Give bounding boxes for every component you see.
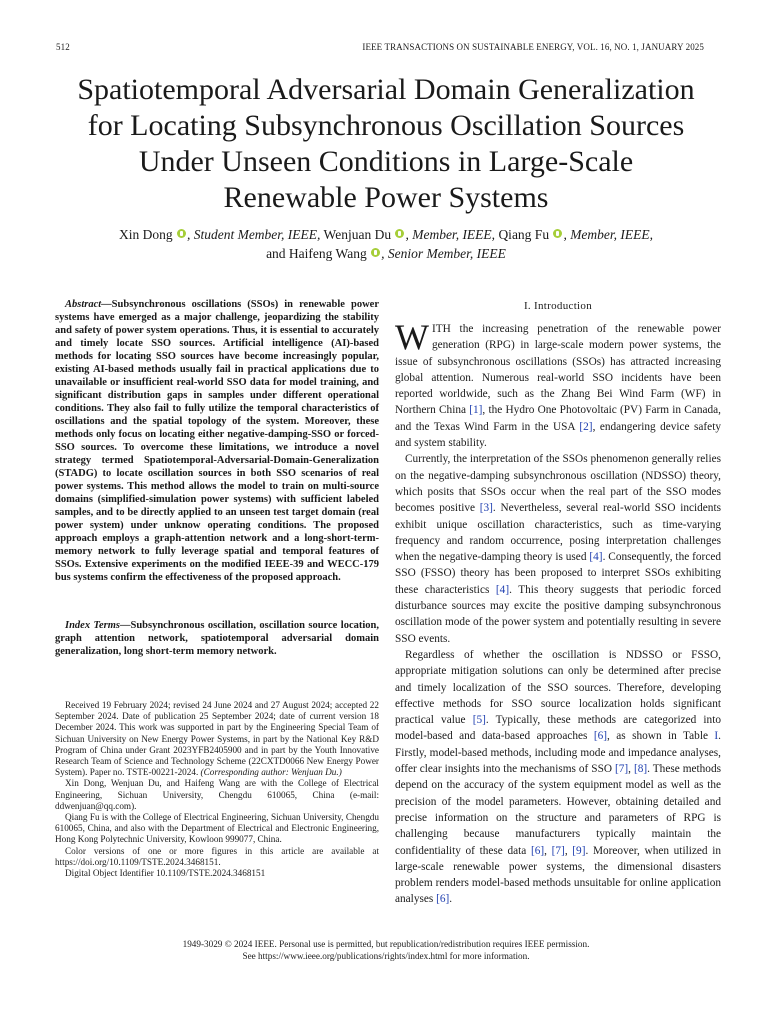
abstract-text: —Subsynchronous oscillations (SSOs) in renewable power systems have emerged as a major challenge, jeopardizing the stability and safety of power system operations. Thus, it is essential to accurately and timely locate SSO sources. Artificial intelligence (AI)-based methods for locating SSO sources have become increasingly popular, existing AI-based methods usually fail in practical applications due to unavailable or insufficient real-world SSO data for model training, and significant distribution gaps in samples under different operational conditions. They also fail to fully utilize the temporal characteristics of oscillations and the spatial topology of the system. Moreover, these methods only focus on locating either negative-damping-SSO or forced-SSO sources. To overcome these limitations, we introduce a novel strategy termed Spatiotemporal-Adversarial-Domain-Generalization (STADG) to locate oscillation sources in both SSO scenarios of real power systems. This method allows the model to train on multi-source domains (simplified-simulation power systems) with sufficient labeled samples, and to be directly applied to an unseen test target domain (real power system) under unknow operating conditions. The proposed approach employs a graph-attention network and a long-short-term-memory network to fully leverage spatial and temporal features of SSOs. Extensive experiments on the modified IEEE-39 and WECC-179 bus systems confirm the effectiveness of the proposed approach. (55, 299, 379, 583)
citation-link[interactable]: [5] (472, 714, 486, 727)
introduction-body (395, 317, 721, 908)
citation-link[interactable]: [3] (479, 502, 493, 515)
copyright-footer (60, 939, 712, 962)
corresponding-author: (Corresponding author: Wenjuan Du.) (200, 767, 342, 778)
footnote-affiliation: Qiang Fu is with the College of Electrical Engineering, Sichuan University, Chengdu 610065, China, and also with the Department of Electrical and Electronic Engineering, Hong Kong Polytechnic University, Kowloon 999077, China. (55, 812, 379, 845)
footnote-affiliation: Xin Dong, Wenjuan Du, and Haifeng Wang are with the College of Electrical Engineering, Sichuan University, Chengdu 610065, China (e-mail: ddwenjuan@qq.com). (55, 778, 379, 811)
abstract-paragraph (55, 298, 379, 584)
body-text: . Moreover, when utilized in large-scale renewable power systems, the dimensional disasters problem renders model-based methods unsuitable for online application analyses (395, 844, 721, 906)
citation-link[interactable]: [6] (436, 893, 450, 906)
body-text: . (449, 893, 453, 906)
index-terms-text: —Subsynchronous oscillation, oscillation source location, graph attention network, spatiotemporal adversarial domain generalization, long short-term memory network. (55, 620, 379, 657)
body-paragraph (395, 647, 721, 908)
body-text: , (564, 844, 573, 857)
citation-link[interactable]: [6] (530, 844, 545, 857)
author-name: Qiang Fu (495, 227, 550, 242)
body-text: , (544, 844, 552, 857)
paper-title (40, 72, 732, 216)
author-membership: , Member, IEEE, (405, 227, 496, 242)
author-name: Wenjuan Du (320, 227, 392, 242)
citation-link[interactable]: [4] (589, 551, 603, 564)
author-membership: , Student Member, IEEE, (186, 227, 321, 242)
title-line: Renewable Power Systems (223, 181, 549, 214)
footnote-received (55, 700, 379, 778)
body-text: . Typically, these methods are categorized into model-based and data-based approaches (395, 714, 721, 743)
abstract (55, 298, 379, 584)
citation-link[interactable]: [7] (614, 763, 629, 776)
author-line (60, 244, 712, 263)
citation-link[interactable]: [9] (572, 844, 586, 857)
orcid-icon[interactable] (371, 248, 380, 257)
footnotes (55, 700, 379, 879)
citation-link[interactable]: [4] (495, 583, 510, 596)
author-name: Xin Dong (118, 227, 173, 242)
drop-cap: W (395, 317, 429, 357)
citation-link[interactable]: [6] (593, 730, 608, 743)
body-text: . This theory suggests that periodic forced disturbance sources may excite the positive damping subsynchronous oscillation mode of the power system and potentially resulting in severe SSO events. (395, 583, 721, 645)
body-text: , as shown in Table (607, 730, 715, 743)
author-membership: , Member, IEEE, (563, 227, 654, 242)
index-terms-lead: Index Terms (65, 620, 120, 631)
index-terms-paragraph (55, 619, 379, 658)
footnote-color-note: Color versions of one or more figures in this article are available at https://doi.org/10.1109/TSTE.2024.3468151. (55, 845, 379, 867)
footnote-doi: Digital Object Identifier 10.1109/TSTE.2024.3468151 (65, 868, 266, 879)
author-list (60, 225, 712, 263)
author-membership: , Senior Member, IEEE (381, 246, 506, 261)
abstract-lead: Abstract (65, 299, 102, 310)
section-heading: I. Introduction (523, 300, 593, 312)
citation-link[interactable]: [1] (469, 404, 483, 417)
body-text: . These methods depend on the accuracy of the system equipment model as well as the precision of the model parameters. However, obtaining detailed and precise information on the structure and parameters of RPG is challenging because manufacturers typically maintain the confidentiality of these data (395, 763, 721, 857)
author-name: and Haifeng Wang (266, 246, 367, 261)
copyright-line: 1949-3029 © 2024 IEEE. Personal use is permitted, but republication/redistribution requires IEEE permission. (182, 939, 590, 949)
orcid-icon[interactable] (177, 229, 186, 238)
body-text: . Firstly, model-based methods, including mode and impedance analyses, offer clear insights into the mechanisms of SSO (395, 730, 721, 776)
page-number: 512 (56, 42, 70, 52)
footnote-received-text: Received 19 February 2024; revised 24 June 2024 and 27 August 2024; accepted 22 September 2024. Date of publication 25 September 2024; date of current version 18 December 2024. This work was supported in part by the Engineering Special Team of Sichuan University on New Energy Power Systems, in part by the National Key R&D Program of China under Grant 2023YFB2405900 and in part by the Youth Innovative Research Team of Science and Technology Scheme (22CXTD0066 New Energy Power System). Paper no. TSTE-00221-2024. (55, 700, 379, 778)
body-text: , the Hydro One Photovoltaic (PV) Farm in Canada, and the Texas Wind Farm in the USA (395, 404, 721, 433)
table-link[interactable]: I (714, 730, 719, 743)
citation-link[interactable]: [8] (633, 763, 648, 776)
body-text: . Consequently, the forced SSO (FSSO) theory has been proposed to interpret SSOs exhibiting these characteristics (395, 551, 721, 596)
citation-link[interactable]: [2] (579, 420, 593, 433)
body-text: ITH the increasing penetration of the renewable power generation (RPG) in large-scale modern power systems, the issue of subsynchronous oscillations (SSOs) has attracted increasing global attention. Numerous real-world SSO incidents have been reported worldwide, such as the Zhang Bei Wind Farm (WF) in Northern China (395, 323, 721, 417)
title-line: Spatiotemporal Adversarial Domain Generalization (77, 73, 695, 106)
orcid-icon[interactable] (553, 229, 562, 238)
body-paragraph (395, 451, 721, 647)
body-text: Regardless of whether the oscillation is NDSSO or FSSO, appropriate mitigation solutions can only be determined after precise and timely localization of the SSO sources. Therefore, developing effective methods for SSO source localization holds significant practical value (395, 648, 721, 727)
body-text: , endangering device safety and system stability. (395, 420, 721, 450)
orcid-icon[interactable] (395, 229, 404, 238)
title-line: Under Unseen Conditions in Large-Scale (138, 145, 634, 178)
journal-header: IEEE TRANSACTIONS ON SUSTAINABLE ENERGY, VOL. 16, NO. 1, JANUARY 2025 (362, 42, 704, 52)
rights-link-line: See https://www.ieee.org/publications/rights/index.html for more information. (242, 950, 530, 961)
body-paragraph (395, 317, 721, 451)
citation-link[interactable]: [7] (551, 844, 565, 857)
body-text: Currently, the interpretation of the SSOs phenomenon generally relies on the negative-damping subsynchronous oscillation (NDSSO) theory, which posits that SSOs occur when the real part of the SSO modes becomes positive (395, 453, 721, 515)
author-line (60, 225, 712, 244)
index-terms (55, 619, 379, 658)
body-text: . Nevertheless, several real-world SSO incidents exhibit unique oscillation characteristics, such as time-varying frequency and random occurrence, posing interpretation challenges when the negative-damping theory is used (395, 502, 721, 564)
body-text: , (628, 763, 634, 776)
title-line: for Locating Subsynchronous Oscillation Sources (87, 109, 685, 142)
